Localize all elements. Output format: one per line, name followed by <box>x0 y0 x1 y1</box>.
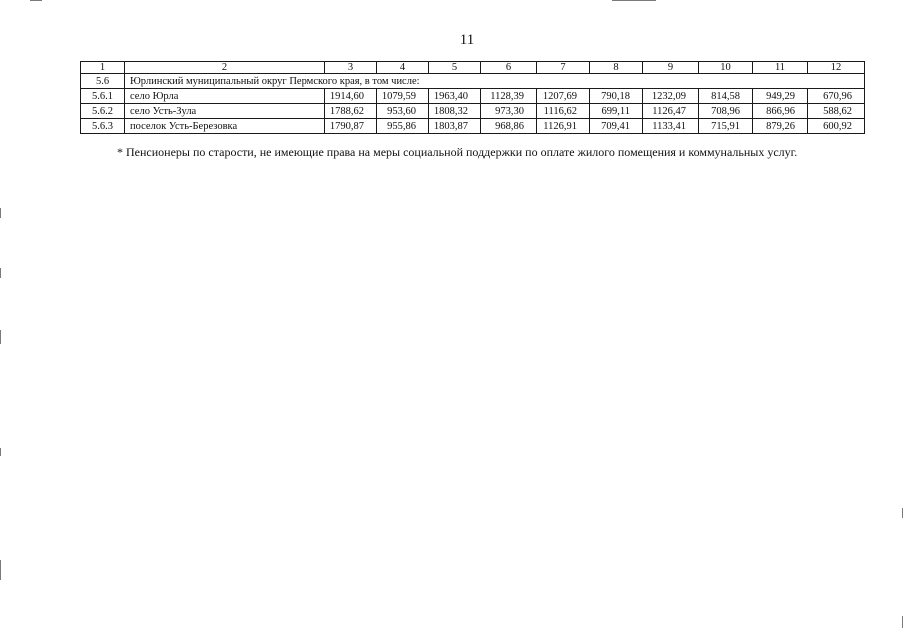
group-row <box>81 74 865 89</box>
settlement-name: поселок Усть-Березовка <box>125 119 325 134</box>
value-cell: 709,41 <box>590 119 643 134</box>
value-cell: 600,92 <box>808 119 865 134</box>
value-cell: 879,26 <box>753 119 808 134</box>
value-cell: 1126,47 <box>643 104 699 119</box>
value-cell: 1914,60 <box>325 89 377 104</box>
value-cell: 1126,91 <box>537 119 590 134</box>
group-title: Юрлинский муниципальный округ Пермского края, в том числе: <box>125 74 865 89</box>
value-cell: 670,96 <box>808 89 865 104</box>
value-cell: 1788,62 <box>325 104 377 119</box>
column-number: 5 <box>429 62 481 74</box>
column-number: 1 <box>81 62 125 74</box>
footnote: * Пенсионеры по старости, не имеющие права на меры социальной поддержки по оплате жилого помещения и коммунальных услуг. <box>117 145 798 159</box>
scan-edge-mark <box>0 208 1 218</box>
value-cell: 1232,09 <box>643 89 699 104</box>
value-cell: 1116,62 <box>537 104 590 119</box>
value-cell: 955,86 <box>377 119 429 134</box>
column-number: 8 <box>590 62 643 74</box>
value-cell: 866,96 <box>753 104 808 119</box>
scan-edge-mark <box>0 330 1 344</box>
column-number: 4 <box>377 62 429 74</box>
value-cell: 1808,32 <box>429 104 481 119</box>
value-cell: 1079,59 <box>377 89 429 104</box>
column-number: 12 <box>808 62 865 74</box>
scan-edge-mark <box>0 268 1 278</box>
value-cell: 699,11 <box>590 104 643 119</box>
column-number: 11 <box>753 62 808 74</box>
value-cell: 1133,41 <box>643 119 699 134</box>
row-code: 5.6.1 <box>81 89 125 104</box>
value-cell: 1128,39 <box>481 89 537 104</box>
scan-edge-mark <box>0 560 1 580</box>
value-cell: 1803,87 <box>429 119 481 134</box>
scan-edge-mark <box>902 616 903 628</box>
row-code: 5.6.3 <box>81 119 125 134</box>
value-cell: 953,60 <box>377 104 429 119</box>
scan-edge-mark <box>902 508 903 518</box>
column-number: 3 <box>325 62 377 74</box>
table-row <box>81 89 865 104</box>
value-cell: 715,91 <box>699 119 753 134</box>
row-code: 5.6 <box>81 74 125 89</box>
row-code: 5.6.2 <box>81 104 125 119</box>
value-cell: 968,86 <box>481 119 537 134</box>
value-cell: 949,29 <box>753 89 808 104</box>
column-number: 10 <box>699 62 753 74</box>
value-cell: 1963,40 <box>429 89 481 104</box>
settlement-name: село Юрла <box>125 89 325 104</box>
scan-edge-mark <box>612 0 656 1</box>
page-number: 11 <box>459 32 475 48</box>
table-row <box>81 119 865 134</box>
value-cell: 1790,87 <box>325 119 377 134</box>
column-number: 2 <box>125 62 325 74</box>
tariff-table <box>80 61 865 134</box>
settlement-name: село Усть-Зула <box>125 104 325 119</box>
value-cell: 708,96 <box>699 104 753 119</box>
value-cell: 814,58 <box>699 89 753 104</box>
column-number-row <box>81 62 865 74</box>
value-cell: 588,62 <box>808 104 865 119</box>
value-cell: 1207,69 <box>537 89 590 104</box>
value-cell: 973,30 <box>481 104 537 119</box>
scan-edge-mark <box>30 0 42 1</box>
column-number: 7 <box>537 62 590 74</box>
scan-edge-mark <box>0 448 1 456</box>
column-number: 6 <box>481 62 537 74</box>
column-number: 9 <box>643 62 699 74</box>
table-row <box>81 104 865 119</box>
value-cell: 790,18 <box>590 89 643 104</box>
